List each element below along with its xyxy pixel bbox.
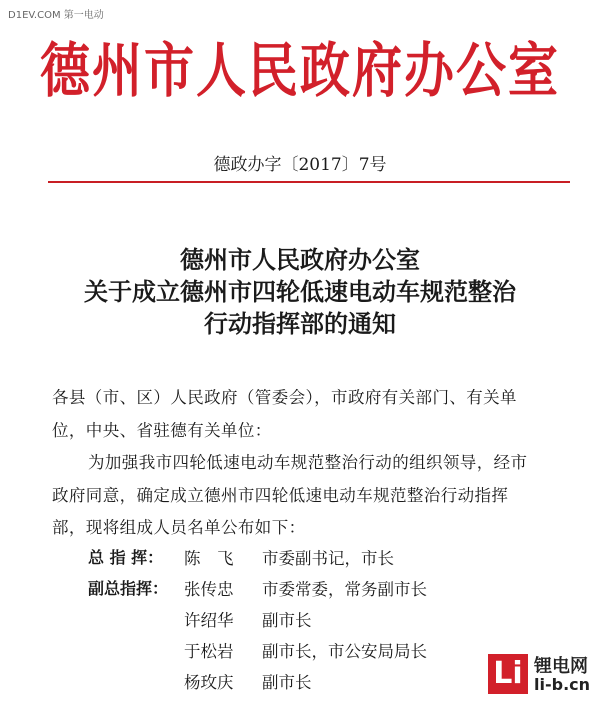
member-name: 杨玫庆 xyxy=(184,673,234,692)
logo-site-name: 锂电网 xyxy=(534,656,588,677)
member-name: 张传忠 xyxy=(184,580,234,599)
body-paragraph-line: 部，现将组成人员名单公布如下： xyxy=(52,518,306,537)
body-paragraph-line: 各县（市、区）人民政府（管委会），市政府有关部门、有关单 xyxy=(52,388,517,407)
member-post: 市委常委，常务副市长 xyxy=(262,580,427,599)
issuing-office-header: 德州市人民政府办公室 xyxy=(40,35,560,105)
member-post: 副市长 xyxy=(262,673,312,692)
li-b-logo-icon: Li xyxy=(488,654,528,694)
document-number: 德政办字〔2017〕7号 xyxy=(213,155,387,175)
member-name: 陈 飞 xyxy=(184,549,234,568)
logo-site-url: li-b.cn xyxy=(534,675,591,694)
member-post: 市委副书记，市长 xyxy=(262,549,394,568)
member-role: 副总指挥： xyxy=(88,579,169,598)
watermark-text: D1EV.COM 第一电动 xyxy=(8,10,104,21)
body-paragraph-line: 位，中央、省驻德有关单位： xyxy=(52,421,272,440)
member-post: 副市长，市公安局局长 xyxy=(262,642,427,661)
title-line-3: 行动指挥部的通知 xyxy=(204,309,396,338)
title-line-2: 关于成立德州市四轮低速电动车规范整治 xyxy=(84,277,516,306)
member-name: 许绍华 xyxy=(184,611,234,630)
document-title xyxy=(0,244,600,340)
member-role: 总 指 挥： xyxy=(88,548,164,567)
body-paragraph-line: 为加强我市四轮低速电动车规范整治行动的组织领导，经市 xyxy=(88,453,528,472)
body-paragraph-line: 政府同意，确定成立德州市四轮低速电动车规范整治行动指挥 xyxy=(52,486,509,505)
title-line-1: 德州市人民政府办公室 xyxy=(180,245,420,274)
member-post: 副市长 xyxy=(262,611,312,630)
red-divider-line xyxy=(48,181,570,183)
member-name: 于松岩 xyxy=(184,642,234,661)
